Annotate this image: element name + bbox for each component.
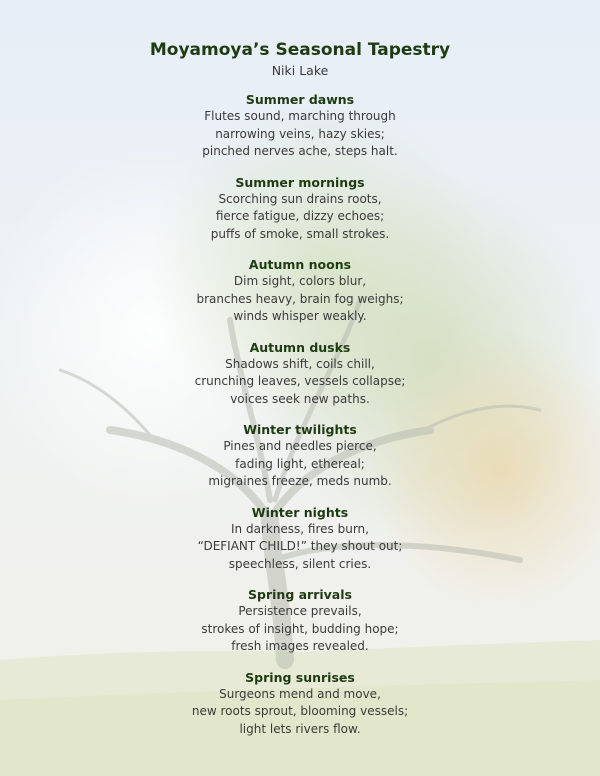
stanza-line: crunching leaves, vessels collapse; (194, 374, 406, 388)
stanza-line: fading light, ethereal; (235, 456, 365, 471)
stanza (0, 586, 600, 669)
stanza-heading: Spring sunrises (245, 669, 355, 685)
stanza (0, 256, 600, 339)
stanza-heading: Summer dawns (245, 92, 355, 107)
stanza-line: voices seek new paths. (230, 391, 370, 406)
stanza-list (0, 91, 600, 751)
stanza (0, 174, 600, 257)
stanza-line: winds whisper weakly. (233, 309, 367, 323)
stanza (0, 421, 600, 504)
stanza (0, 504, 600, 587)
stanza-line: new roots sprout, blooming vessels; (191, 704, 409, 718)
stanza-heading: Winter twilights (243, 422, 357, 437)
stanza-line: pinched nerves ache, steps halt. (202, 144, 398, 158)
stanza-line: speechless, silent cries. (228, 556, 372, 571)
stanza-line: migraines freeze, meds numb. (208, 474, 392, 488)
poem-title: Moyamoya’s Seasonal Tapestry (149, 40, 451, 60)
stanza-line: strokes of insight, budding hope; (201, 621, 399, 636)
stanza-line: In darkness, fires burn, (231, 521, 369, 536)
stanza-line: light lets rivers flow. (239, 721, 361, 736)
stanza-line: narrowing veins, hazy skies; (215, 126, 385, 141)
stanza-line: fierce fatigue, dizzy echoes; (215, 209, 385, 223)
stanza-line: Scorching sun drains roots, (218, 191, 382, 206)
stanza-line: fresh images revealed. (231, 639, 369, 653)
stanza-line: Surgeons mend and move, (219, 686, 381, 701)
stanza-heading: Autumn dusks (249, 339, 351, 355)
poem-author: Niki Lake (271, 63, 329, 78)
stanza-line: Persistence prevails, (238, 604, 362, 618)
stanza (0, 91, 600, 174)
stanza-line: Dim sight, colors blur, (233, 274, 367, 288)
stanza-line: Flutes sound, marching through (204, 109, 396, 123)
stanza-heading: Autumn noons (248, 257, 352, 272)
stanza (0, 669, 600, 752)
stanza-heading: Winter nights (251, 504, 349, 520)
stanza-line: puffs of smoke, small strokes. (210, 226, 390, 241)
stanza-line: Shadows shift, coils chill, (225, 356, 375, 371)
stanza-line: branches heavy, brain fog weighs; (196, 291, 404, 306)
stanza-line: “DEFIANT CHILD!” they shout out; (197, 539, 403, 553)
stanza-heading: Spring arrivals (248, 587, 352, 602)
stanza (0, 339, 600, 422)
stanza-heading: Summer mornings (235, 174, 365, 190)
stanza-line: Pines and needles pierce, (223, 439, 377, 453)
